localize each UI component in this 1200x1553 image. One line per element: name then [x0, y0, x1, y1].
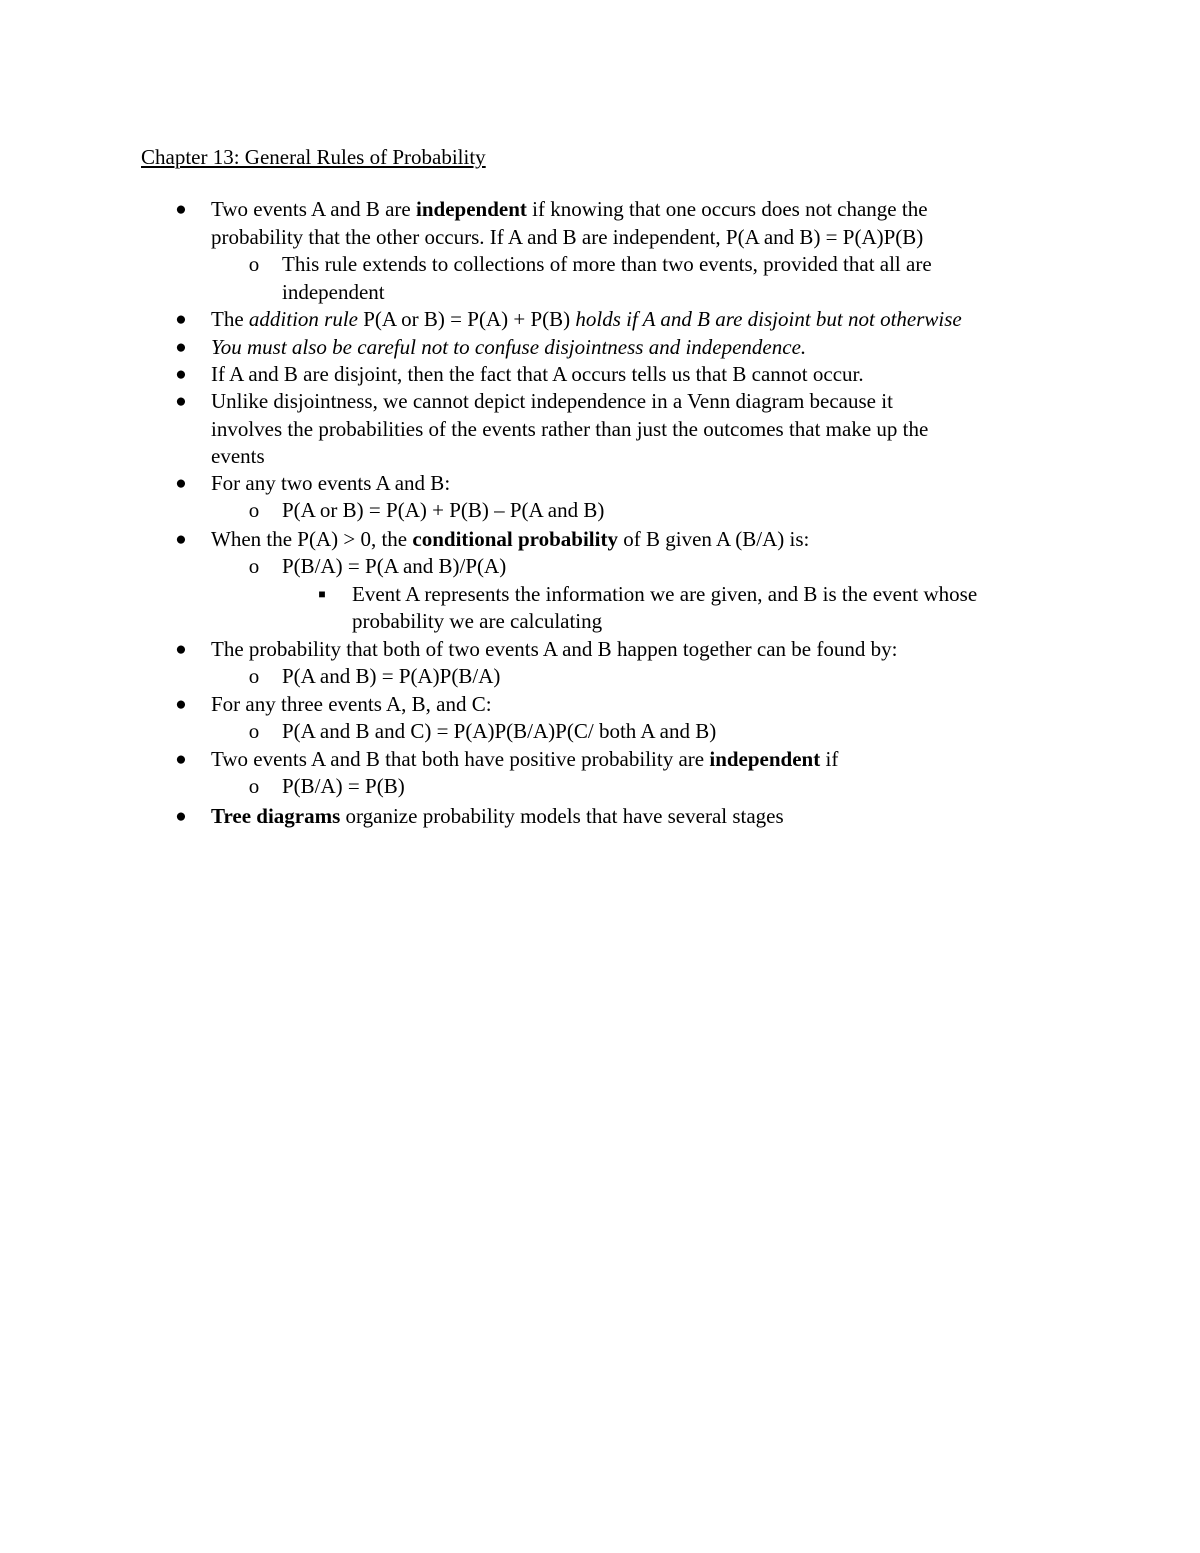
- bullet-independent-line-2: probability that the other occurs. If A and B are independent, P(A and B) = P(A)P(B): [211, 225, 924, 249]
- italic-term-addition-rule: addition rule: [248, 307, 358, 331]
- circle-marker: o: [248, 554, 260, 578]
- text: P(A or B) = P(A) + P(B): [358, 307, 576, 331]
- bullet-venn-line-1: Unlike disjointness, we cannot depict independence in a Venn diagram because it: [211, 389, 893, 413]
- square-marker: ■: [318, 587, 326, 601]
- bullet-marker: ●: [175, 473, 187, 494]
- bullet-both-events: The probability that both of two events A and B happen together can be found by:: [211, 637, 898, 661]
- bold-term-conditional-probability: conditional probability: [412, 527, 618, 551]
- bullet-two-events: For any two events A and B:: [211, 471, 451, 495]
- formula-three-events: P(A and B and C) = P(A)P(B/A)P(C/ both A and B): [282, 719, 717, 743]
- sub-item-extends-line-2: independent: [282, 280, 385, 304]
- sub-sub-item-event-a-line-1: Event A represents the information we are given, and B is the event whose: [352, 582, 978, 606]
- circle-marker: o: [248, 498, 260, 522]
- bullet-independent-line-1: [211, 196, 928, 223]
- formula-general-addition: P(A or B) = P(A) + P(B) – P(A and B): [282, 498, 605, 522]
- bullet-marker: ●: [175, 309, 187, 330]
- bullet-venn-line-2: involves the probabilities of the events rather than just the outcomes that make up the: [211, 417, 929, 441]
- text: When the P(A) > 0, the: [211, 527, 413, 551]
- text: Two events A and B are: [211, 197, 416, 221]
- text: The: [211, 307, 249, 331]
- bold-term-tree-diagrams: Tree diagrams: [211, 804, 341, 828]
- circle-marker: o: [248, 664, 260, 688]
- formula-independence: P(B/A) = P(B): [282, 774, 405, 798]
- circle-marker: o: [248, 719, 260, 743]
- text: Two events A and B that both have positive probability are: [211, 747, 710, 771]
- bullet-three-events: For any three events A, B, and C:: [211, 692, 492, 716]
- circle-marker: o: [248, 774, 260, 798]
- sub-item-extends-line-1: This rule extends to collections of more than two events, provided that all are: [282, 252, 932, 276]
- bullet-marker: ●: [175, 391, 187, 412]
- text: if knowing that one occurs does not change the: [526, 197, 928, 221]
- bullet-disjoint: If A and B are disjoint, then the fact that A occurs tells us that B cannot occur.: [211, 362, 864, 386]
- circle-marker: o: [248, 252, 260, 276]
- bullet-marker: ●: [175, 806, 187, 827]
- bold-term-independent: independent: [416, 197, 527, 221]
- bullet-careful: [211, 334, 806, 361]
- bullet-tree-diagrams: [211, 803, 784, 830]
- text: if: [820, 747, 839, 771]
- bullet-marker: ●: [175, 529, 187, 550]
- text: of B given A (B/A) is:: [617, 527, 810, 551]
- text: organize probability models that have several stages: [340, 804, 784, 828]
- bullet-independence-test: [211, 746, 838, 773]
- formula-multiplication: P(A and B) = P(A)P(B/A): [282, 664, 501, 688]
- bullet-marker: ●: [175, 694, 187, 715]
- bullet-marker: ●: [175, 639, 187, 660]
- bullet-addition-rule: [211, 306, 962, 333]
- italic-text: You must also be careful not to confuse disjointness and independence.: [211, 335, 807, 359]
- sub-sub-item-event-a-line-2: probability we are calculating: [352, 609, 603, 633]
- bullet-venn-line-3: events: [211, 444, 265, 468]
- italic-text: holds if A and B are disjoint but not otherwise: [575, 307, 962, 331]
- bullet-marker: ●: [175, 199, 187, 220]
- bullet-marker: ●: [175, 364, 187, 385]
- bullet-marker: ●: [175, 749, 187, 770]
- bullet-marker: ●: [175, 337, 187, 358]
- bullet-conditional: [211, 526, 809, 553]
- chapter-title: Chapter 13: General Rules of Probability: [141, 145, 486, 169]
- bold-term-independent: independent: [709, 747, 821, 771]
- formula-conditional: P(B/A) = P(A and B)/P(A): [282, 554, 507, 578]
